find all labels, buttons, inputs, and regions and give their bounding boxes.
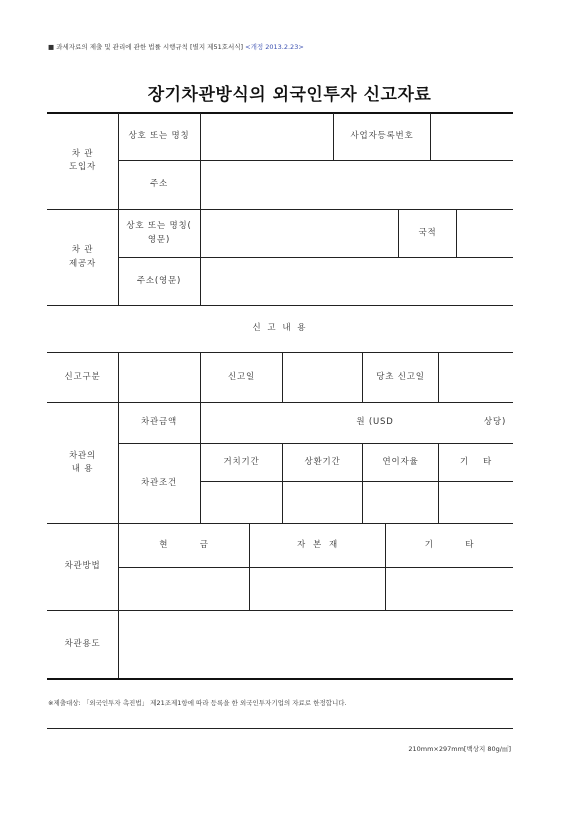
report-type-label: 신고구분 (64, 371, 101, 382)
loan-usage-field[interactable] (119, 611, 513, 678)
lender-address-field[interactable] (201, 258, 513, 305)
repayment-period-label: 상환기간 (304, 456, 341, 467)
lender-nationality-field[interactable] (457, 210, 513, 257)
borrower-address-label: 주소 (149, 179, 169, 190)
loan-other-field[interactable] (439, 482, 513, 523)
method-other-label: 기 타 (424, 539, 475, 550)
borrower-name-field[interactable] (201, 113, 333, 160)
borrower-name-label: 상호 또는 명칭 (128, 130, 190, 141)
lender-section-label: 차 관 제공자 (68, 245, 97, 269)
paper-spec: 210mm×297mm[백상지 80g/㎡] (408, 745, 511, 753)
borrower-bizno-label: 사업자등록번호 (350, 130, 414, 141)
loan-amount-label: 차관금액 (140, 417, 178, 428)
form-header (48, 42, 304, 51)
loan-method-label: 차관방법 (64, 561, 101, 572)
report-date-field[interactable] (283, 353, 362, 402)
original-report-date-field[interactable] (439, 353, 513, 402)
capital-goods-field[interactable] (250, 568, 385, 610)
interest-rate-field[interactable] (363, 482, 438, 523)
loan-terms-label: 차관조건 (140, 477, 178, 488)
report-content-heading: 신 고 내 용 (252, 323, 308, 334)
loan-other-label: 기 타 (459, 456, 493, 467)
cash-field[interactable] (119, 568, 249, 610)
loan-usage-label: 차관용도 (64, 638, 101, 649)
report-type-field[interactable] (119, 353, 200, 402)
grace-period-label: 거치기간 (223, 456, 260, 467)
loan-amount-equiv: 상당) (483, 417, 507, 428)
borrower-bizno-field[interactable] (431, 113, 513, 160)
amendment-date: <개정 2013.2.23> (245, 43, 304, 51)
loan-amount-won: 원 (USD (356, 417, 394, 428)
bullet-icon: ■ (48, 43, 55, 51)
borrower-address-field[interactable] (201, 161, 513, 209)
lender-name-label: 상호 또는 명칭( 영문) (126, 221, 192, 245)
lender-nationality-label: 국적 (418, 227, 437, 238)
form-title: 장기차관방식의 외국인투자 신고자료 (147, 85, 432, 105)
legal-basis-text: 과세자료의 제출 및 관리에 관한 법률 시행규칙 [별지 제51호서식] (56, 43, 244, 51)
interest-rate-label: 연이자율 (382, 456, 419, 467)
report-date-label: 신고일 (227, 371, 256, 382)
repayment-period-field[interactable] (283, 482, 362, 523)
method-other-field[interactable] (386, 568, 513, 610)
cash-label: 현 금 (159, 539, 209, 550)
grace-period-field[interactable] (201, 482, 282, 523)
original-report-date-label: 당초 신고일 (376, 371, 425, 382)
borrower-section-label: 차 관 도입자 (68, 148, 97, 172)
lender-address-label: 주소(영문) (136, 275, 182, 286)
loan-details-label: 차관의 내 용 (68, 450, 97, 474)
capital-goods-label: 자 본 재 (296, 539, 339, 550)
lender-name-field[interactable] (201, 210, 398, 257)
table-bottom-border (47, 678, 513, 680)
bottom-rule (47, 728, 513, 729)
submission-note: ※제출대상: 「외국인투자 촉진법」 제21조제1항에 따라 등록을 한 외국인투자기업의 자료로 한정합니다. (48, 699, 347, 707)
